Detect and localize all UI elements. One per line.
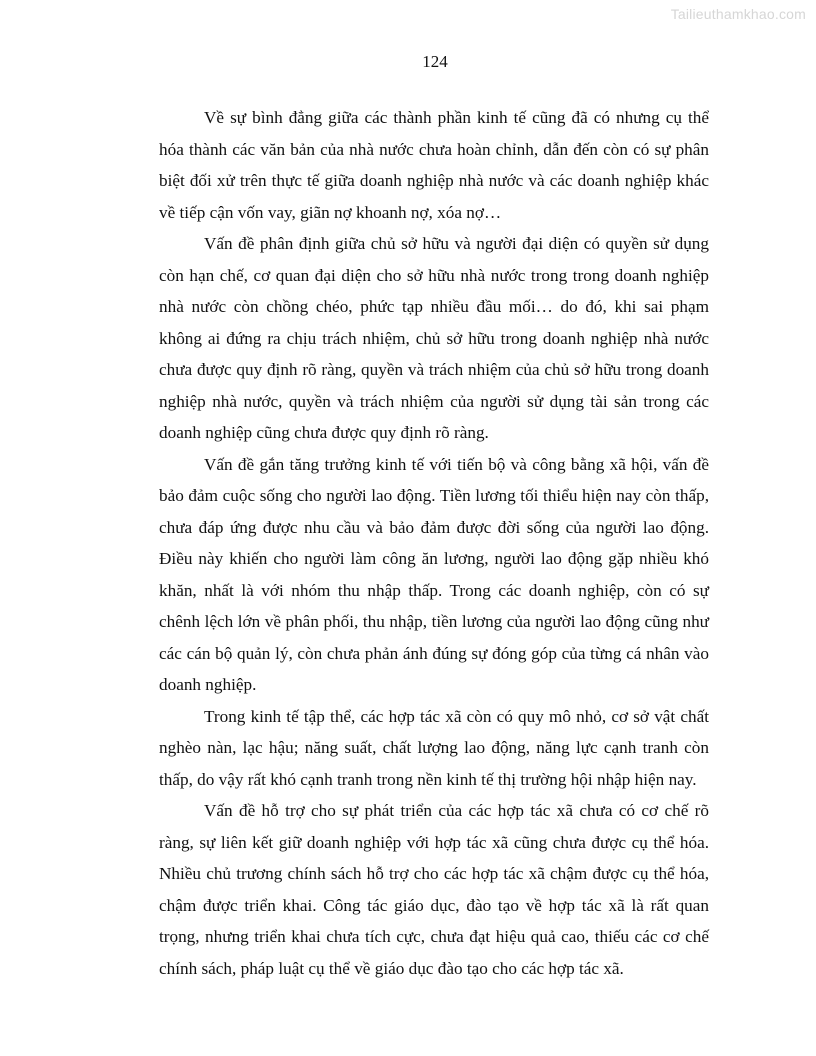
paragraph: Vấn đề hỗ trợ cho sự phát triển của các hợp tác xã chưa có cơ chế rõ ràng, sự liên kết giữ doanh nghiệp với hợp tác xã cũng chưa được cụ thể hóa. Nhiều chủ trương chính sách hỗ trợ cho các hợp tác xã chậm được cụ thể hóa, chậm được triển khai. Công tác giáo dục, đào tạo về hợp tác xã là rất quan trọng, nhưng triển khai chưa tích cực, chưa đạt hiệu quả cao, thiếu các cơ chế chính sách, pháp luật cụ thể về giáo dục đào tạo cho các hợp tác xã. [159,801,709,978]
paragraph: Vấn đề gắn tăng trưởng kinh tế với tiến bộ và công bằng xã hội, vấn đề bảo đảm cuộc sống cho người lao động. Tiền lương tối thiểu hiện nay còn thấp, chưa đáp ứng được nhu cầu và bảo đảm được đời sống của người lao động. Điều này khiến cho người làm công ăn lương, người lao động gặp nhiều khó khăn, nhất là với nhóm thu nhập thấp. Trong các doanh nghiệp, còn có sự chênh lệch lớn về phân phối, thu nhập, tiền lương của người lao động cũng như các cán bộ quản lý, còn chưa phản ánh đúng sự đóng góp của từng cá nhân vào doanh nghiệp. [159,454,709,694]
page-number: 124 [422,52,448,71]
watermark: Tailieuthamkhao.com [670,6,806,22]
paragraph: Trong kinh tế tập thể, các hợp tác xã còn có quy mô nhỏ, cơ sở vật chất nghèo nàn, lạc hậu; năng suất, chất lượng lao động, năng lực cạnh tranh còn thấp, do vậy rất khó cạnh tranh trong nền kinh tế thị trường hội nhập hiện nay. [159,706,709,789]
paragraph: Về sự bình đẳng giữa các thành phần kinh tế cũng đã có nhưng cụ thể hóa thành các văn bản của nhà nước chưa hoàn chỉnh, dẫn đến còn có sự phân biệt đối xử trên thực tế giữa doanh nghiệp nhà nước và các doanh nghiệp khác về tiếp cận vốn vay, giãn nợ khoanh nợ, xóa nợ… [159,108,709,222]
paragraph: Vấn đề phân định giữa chủ sở hữu và người đại diện có quyền sử dụng còn hạn chế, cơ quan đại diện cho sở hữu nhà nước trong trong doanh nghiệp nhà nước còn chồng chéo, phức tạp nhiều đầu mối… do đó, khi sai phạm không ai đứng ra chịu trách nhiệm, chủ sở hữu trong doanh nghiệp nhà nước chưa được quy định rõ ràng, quyền và trách nhiệm của chủ sở hữu trong doanh nghiệp nhà nước, quyền và trách nhiệm của người sử dụng tài sản trong các doanh nghiệp cũng chưa được quy định rõ ràng. [159,234,709,442]
document-body [159,102,709,984]
